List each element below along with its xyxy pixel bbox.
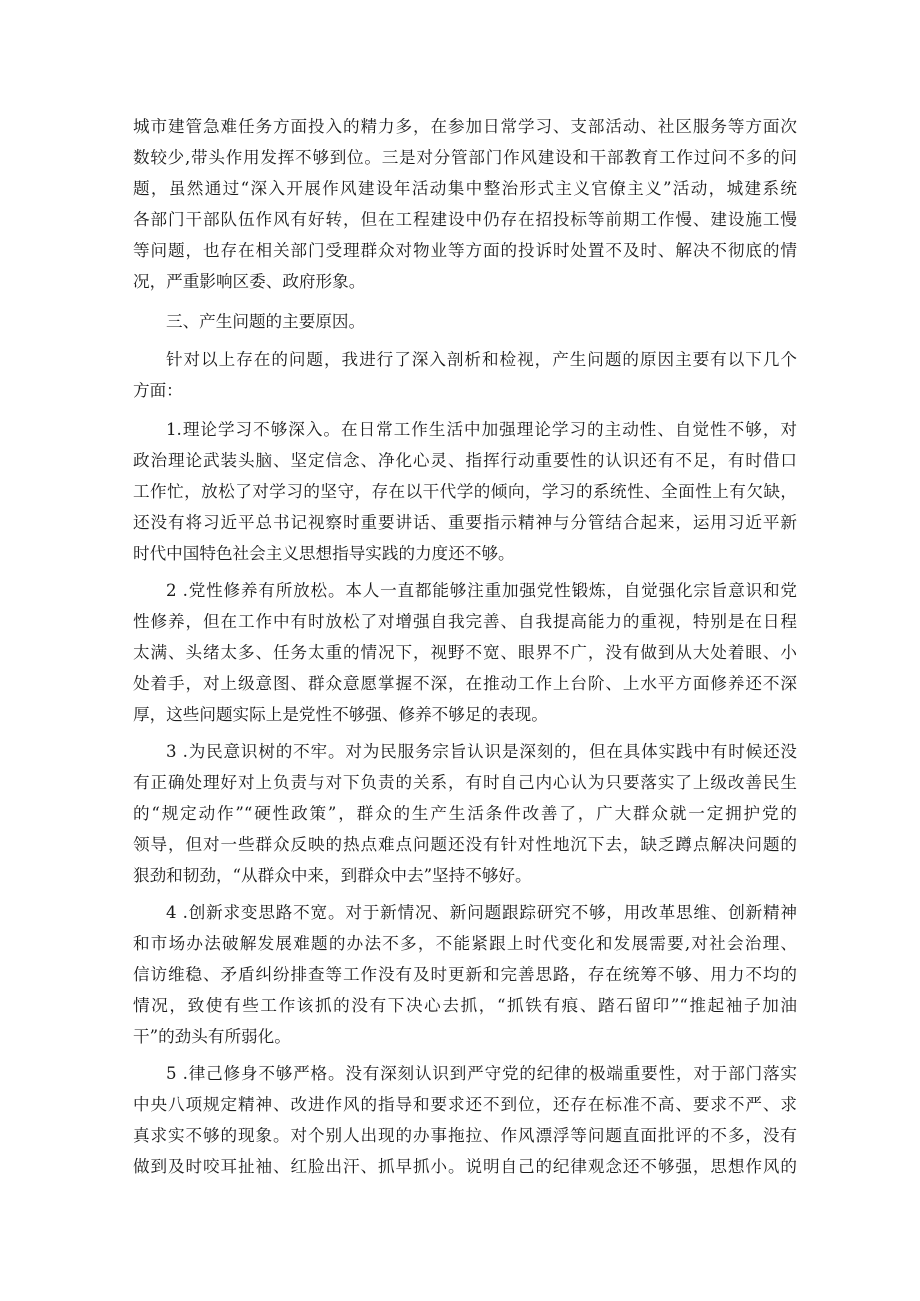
text-line: 2 .党性修养有所放松。本人一直都能够注重加强党性锻炼，自觉强化宗旨意识和党: [166, 581, 797, 600]
text-line: 的“规定动作”“硬性政策”，群众的生产生活条件改善了，广大群众就一定拥护党的: [133, 804, 797, 823]
text-line: 等问题，也存在相关部门受理群众对物业等方面的投诉时处置不及时、解决不彻底的情: [133, 241, 797, 260]
text-line: 干”的劲头有所弱化。: [133, 1027, 291, 1046]
section-heading: 三、产生问题的主要原因。: [166, 312, 366, 331]
reason-item-5: [133, 1058, 797, 1182]
text-line: 厚，这些问题实际上是党性不够强、修养不够足的表现。: [133, 705, 548, 724]
text-line: 领导，但对一些群众反映的热点难点问题还没有针对性地沉下去，缺乏蹲点解决问题的: [133, 835, 797, 854]
text-line: 时代中国特色社会主义思想指导实践的力度还不够。: [133, 544, 515, 563]
text-line: 5 .律己修身不够严格。没有深刻认识到严守党的纪律的极端重要性，对于部门落实: [166, 1064, 797, 1083]
reason-item-1: [133, 414, 797, 569]
text-line: 信访维稳、矛盾纠纷排查等工作没有及时更新和完善思路，存在统筹不够、用力不均的: [133, 965, 797, 984]
paragraph-continuation: [133, 111, 797, 297]
text-line: 况，严重影响区委、政府形象。: [133, 272, 366, 291]
text-line: 题，虽然通过“深入开展作风建设年活动集中整治形式主义官僚主义”活动，城建系统: [133, 179, 797, 198]
text-line: 政治理论武装头脑、坚定信念、净化心灵、指挥行动重要性的认识还有不足，有时借口: [133, 451, 797, 470]
text-line: 4 .创新求变思路不宽。对于新情况、新问题跟踪研究不够，用改革思维、创新精神: [166, 903, 797, 922]
text-line: 真求实不够的现象。对个别人出现的办事拖拉、作风漂浮等问题直面批评的不多，没有: [133, 1126, 797, 1145]
text-line: 处着手，对上级意图、群众意愿掌握不深，在推动工作上台阶、上水平方面修养还不深: [133, 674, 797, 693]
text-line: 性修养，但在工作中有时放松了对增强自我完善、自我提高能力的重视，特别是在日程: [133, 612, 797, 631]
text-line: 中央八项规定精神、改进作风的指导和要求还不到位，还存在标准不高、要求不严、求: [133, 1095, 797, 1114]
text-line: 针对以上存在的问题，我进行了深入剖析和检视，产生问题的原因主要有以下几个: [166, 350, 797, 369]
text-line: 方面：: [133, 381, 183, 400]
text-line: 有正确处理好对上负责与对下负责的关系，有时自己内心认为只要落实了上级改善民生: [133, 773, 797, 792]
intro-paragraph: [133, 344, 797, 406]
text-line: 工作忙，放松了对学习的坚守，存在以干代学的倾向，学习的系统性、全面性上有欠缺，: [133, 482, 797, 501]
reason-item-2: [133, 575, 797, 730]
reason-item-3: [133, 736, 797, 891]
text-line: 城市建管急难任务方面投入的精力多，在参加日常学习、支部活动、社区服务等方面次: [133, 117, 797, 136]
text-line: 3 .为民意识树的不牢。对为民服务宗旨认识是深刻的，但在具体实践中有时候还没: [166, 742, 797, 761]
text-line: 1.理论学习不够深入。在日常工作生活中加强理论学习的主动性、自觉性不够，对: [166, 420, 797, 439]
text-line: 狠劲和韧劲，“从群众中来，到群众中去”坚持不够好。: [133, 866, 532, 885]
text-line: 和市场办法破解发展难题的办法不多，不能紧跟上时代变化和发展需要,对社会治理、: [133, 934, 797, 953]
text-line: 情况，致使有些工作该抓的没有下决心去抓，“抓铁有痕、踏石留印”“推起袖子加油: [133, 996, 797, 1015]
reason-item-4: [133, 897, 797, 1052]
text-line: 做到及时咬耳扯袖、红脸出汗、抓早抓小。说明自己的纪律观念还不够强，思想作风的: [133, 1157, 797, 1176]
text-line: 各部门干部队伍作风有好转，但在工程建设中仍存在招投标等前期工作慢、建设施工慢: [133, 210, 797, 229]
text-line: 数较少,带头作用发挥不够到位。三是对分管部门作风建设和干部教育工作过问不多的问: [133, 148, 797, 167]
text-line: 还没有将习近平总书记视察时重要讲话、重要指示精神与分管结合起来，运用习近平新: [133, 513, 797, 532]
text-line: 太满、头绪太多、任务太重的情况下，视野不宽、眼界不广，没有做到从大处着眼、小: [133, 643, 797, 662]
